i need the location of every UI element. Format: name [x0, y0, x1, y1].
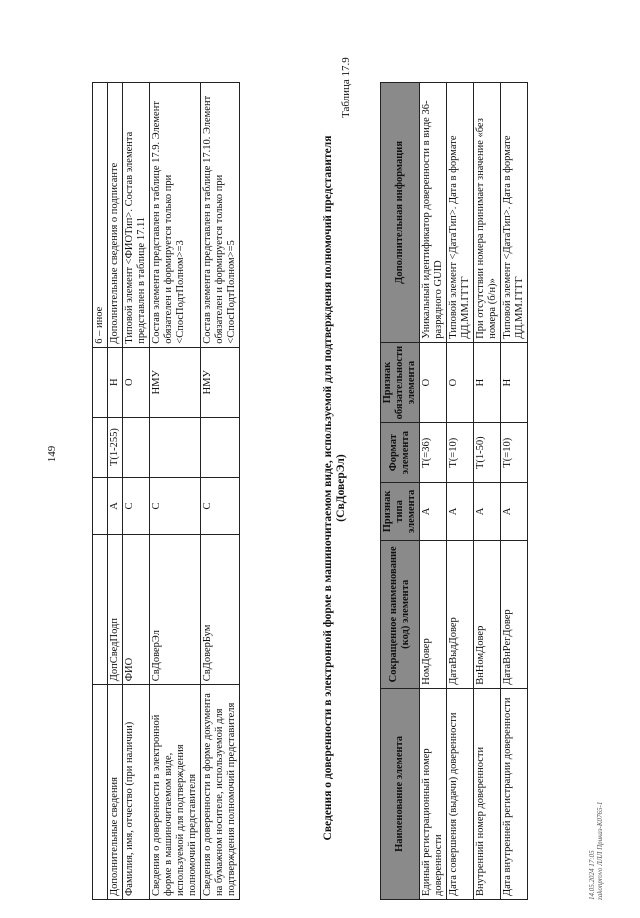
cell-format: T(1-50): [474, 423, 501, 483]
cell-info: 6 – иное: [93, 83, 108, 348]
header-format: Формат элемента: [381, 423, 420, 483]
cell-info: Дополнительные сведения о подписанте: [108, 83, 123, 348]
cell-info: Типовой элемент <ДатаТип>. Дата в формате ДД.ММ.ГГГГ: [501, 83, 528, 343]
cell-name: Единый регистрационный номер доверенности: [420, 688, 447, 899]
cell-format: [123, 417, 150, 477]
cell-req: Н: [108, 347, 123, 417]
cell-code: ДопСведПодп: [108, 535, 123, 685]
cell-format: [93, 417, 108, 477]
cell-type: С: [150, 477, 201, 535]
cell-name: Дополнительные сведения: [108, 685, 123, 900]
cell-format: [201, 417, 240, 477]
stamp-source: zakonprovo ЛЛЛ Приказ-К0765-1: [596, 801, 604, 900]
cell-name: Сведения о доверенности в электронной форме в машиночитаемом виде, используемой для подтверждения полномочий представителя: [150, 685, 201, 900]
cell-info: Уникальный идентификатор доверенности в виде 36-разрядного GUID: [420, 83, 447, 343]
table-17-8-continuation: [92, 82, 240, 900]
cell-format: T(=10): [447, 423, 474, 483]
cell-name: Дата совершения (выдачи) доверенности: [447, 688, 474, 899]
table-row: [501, 83, 528, 900]
cell-info: Состав элемента представлен в таблице 17.10. Элемент обязателен и формируется только при <СпосПодтПолном>=5: [201, 83, 240, 348]
table-row: [123, 83, 150, 900]
cell-type: [93, 477, 108, 535]
cell-format: [150, 417, 201, 477]
cell-code: СвДоверБум: [201, 535, 240, 685]
cell-req: О: [123, 347, 150, 417]
table-row: [93, 83, 108, 900]
cell-name: [93, 685, 108, 900]
cell-format: T(=36): [420, 423, 447, 483]
header-info: Дополнительная информация: [381, 83, 420, 343]
header-code: Сокращенное наименование (код) элемента: [381, 540, 420, 688]
header-type: Признак типа элемента: [381, 483, 420, 541]
cell-name: Внутренний номер доверенности: [474, 688, 501, 899]
cell-req: НМУ: [201, 347, 240, 417]
cell-name: Сведения о доверенности в форме документа на бумажном носителе, используемой для подтверждения полномочий представителя: [201, 685, 240, 900]
cell-info: Состав элемента представлен в таблице 17.9. Элемент обязателен и формируется только при <СпосПодтПолном>=3: [150, 83, 201, 348]
cell-info: Типовой элемент <ДатаТип>. Дата в формате ДД.ММ.ГГГГ: [447, 83, 474, 343]
cell-format: T(=10): [501, 423, 528, 483]
table-title: Сведения о доверенности в электронной форме в машиночитаемом виде, используемой для подтверждения полномочий представителя (СвДоверЭл): [322, 135, 347, 841]
cell-req: НМУ: [150, 347, 201, 417]
document-stamp: [588, 802, 604, 900]
table-header-row: [381, 83, 420, 900]
cell-req: Н: [474, 342, 501, 423]
cell-code: ВнНомДовер: [474, 540, 501, 688]
table-17-9: [380, 82, 528, 900]
header-required: Признак обязательности элемента: [381, 342, 420, 423]
cell-type: С: [123, 477, 150, 535]
cell-code: ФИО: [123, 535, 150, 685]
cell-name: Фамилия, имя, отчество (при наличии): [123, 685, 150, 900]
cell-code: ДатаВыдДовер: [447, 540, 474, 688]
table-caption: Таблица 17.9: [340, 57, 352, 118]
cell-type: А: [474, 483, 501, 541]
cell-type: А: [420, 483, 447, 541]
cell-type: А: [447, 483, 474, 541]
cell-info: При отсутствии номера принимает значение «без номера (б/н)»: [474, 83, 501, 343]
cell-req: О: [420, 342, 447, 423]
cell-req: О: [447, 342, 474, 423]
stamp-date: 14.05.2024 17:05: [588, 850, 596, 900]
cell-req: [93, 347, 108, 417]
cell-code: ДатаВнРегДовер: [501, 540, 528, 688]
cell-code: НомДовер: [420, 540, 447, 688]
cell-req: Н: [501, 342, 528, 423]
table-row: [447, 83, 474, 900]
cell-type: А: [108, 477, 123, 535]
table-row: [201, 83, 240, 900]
cell-name: Дата внутренней регистрации доверенности: [501, 688, 528, 899]
cell-type: С: [201, 477, 240, 535]
header-name: Наименование элемента: [381, 688, 420, 899]
cell-info: Типовой элемент <ФИОТип>. Состав элемента представлен в таблице 17.11: [123, 83, 150, 348]
table-row: [420, 83, 447, 900]
table-row: [150, 83, 201, 900]
table-row: [474, 83, 501, 900]
cell-format: T(1-255): [108, 417, 123, 477]
cell-code: [93, 535, 108, 685]
cell-type: А: [501, 483, 528, 541]
cell-code: СвДоверЭл: [150, 535, 201, 685]
table-row: [108, 83, 123, 900]
page-number: 149: [46, 445, 58, 463]
